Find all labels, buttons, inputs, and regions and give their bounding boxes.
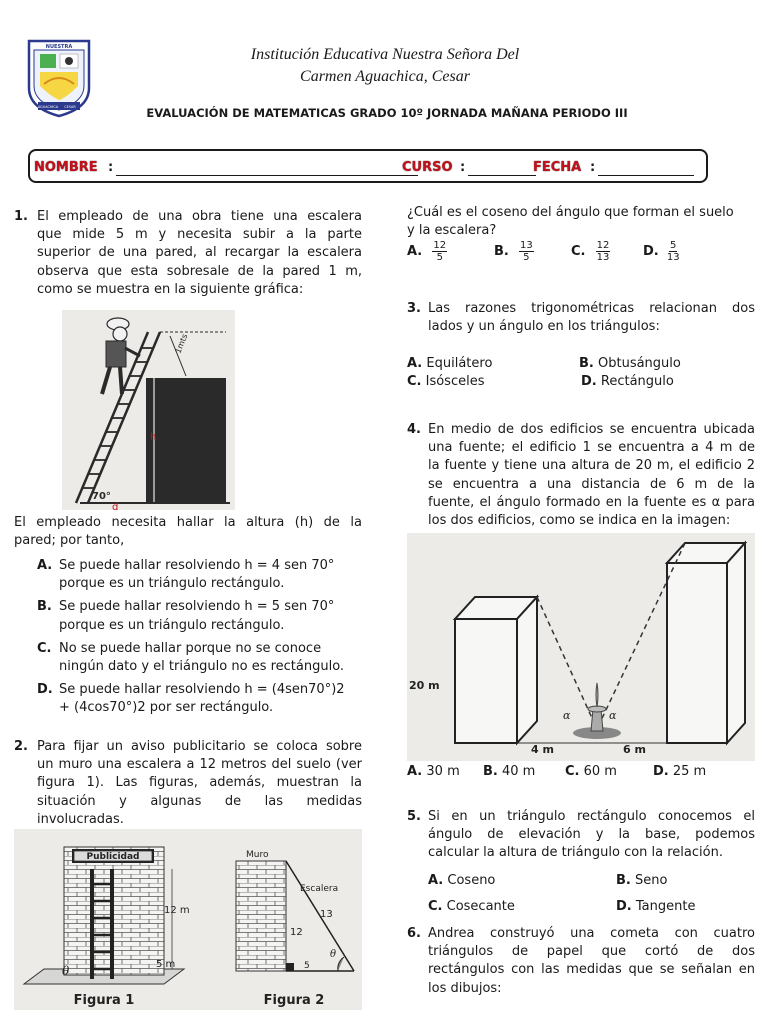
q1-line: El empleado de una obra tiene una escalera xyxy=(37,209,362,224)
question-number: 2. xyxy=(14,739,28,754)
fecha-label: FECHA xyxy=(533,160,582,175)
q1-stem: El empleado necesita hallar la altura (h) de la pared; por tanto, xyxy=(14,515,362,549)
q3-option-c[interactable]: C. Isósceles xyxy=(407,374,485,389)
svg-text:θ: θ xyxy=(330,949,337,960)
q3-options xyxy=(407,356,755,394)
svg-text:α: α xyxy=(563,709,571,722)
q4-option-c[interactable]: C. 60 m xyxy=(565,764,617,779)
svg-text:d: d xyxy=(112,502,119,510)
nombre-field[interactable] xyxy=(116,175,418,176)
svg-text:70°: 70° xyxy=(92,491,111,502)
q1-line: que mide 5 m y necesita subir a la parte xyxy=(37,227,362,243)
q2-option-b[interactable]: B. $\frac{13}{5}$ xyxy=(494,240,533,263)
q2-options xyxy=(407,240,755,272)
question-number: 4. xyxy=(407,422,421,437)
school-crest-icon xyxy=(26,38,92,118)
svg-text:12: 12 xyxy=(290,927,303,938)
svg-text:5: 5 xyxy=(304,961,310,971)
svg-text:NUESTRA: NUESTRA xyxy=(45,44,73,50)
q5-option-c[interactable]: C. Cosecante xyxy=(428,899,515,914)
question-2: 2. Para fijar un aviso publicitario se coloca sobre un muro una escalera a 12 metros del suelo (ver figura 1). Las figuras, además, muestran la situación y algunas de las medidas involucradas. xyxy=(14,739,362,827)
question-number: 3. xyxy=(407,301,421,316)
q3-option-d[interactable]: D. Rectángulo xyxy=(581,374,674,389)
buildings-fountain-figure xyxy=(407,533,755,761)
q5-options xyxy=(428,873,755,919)
svg-text:4 m: 4 m xyxy=(531,743,554,756)
svg-text:AGUACHICA: AGUACHICA xyxy=(37,105,59,109)
question-3: 3. Las razones trigonométricas relacionan dos lados y un ángulo en los triángulos: xyxy=(407,301,755,335)
school-name-line1: Institución Educativa Nuestra Señora Del xyxy=(250,46,520,63)
building-1 xyxy=(455,597,537,743)
svg-text:13: 13 xyxy=(320,909,333,920)
school-name-line2: Carmen Aguachica, Cesar xyxy=(300,68,470,85)
exam-title: EVALUACIÓN DE MATEMATICAS GRADO 10º JORNADA MAÑANA PERIODO III xyxy=(146,106,628,120)
worker-icon xyxy=(102,318,140,394)
question-5: 5. Si en un triángulo rectángulo conocemos el ángulo de elevación y la base, podemos calcular la altura de triángulo con la relación. xyxy=(407,809,755,861)
student-info-box: NOMBRE : CURSO : FECHA : xyxy=(28,149,708,183)
q1-option-b[interactable]: B. Se puede hallar resolviendo h = 5 sen 70° porque es un triángulo rectángulo. xyxy=(37,599,335,633)
building-2 xyxy=(667,543,745,743)
q1-line: como se muestra en la siguiente gráfica: xyxy=(37,281,304,297)
question-number: 5. xyxy=(407,809,421,824)
q2-option-a[interactable]: A. $\frac{12}{5}$ xyxy=(407,240,447,263)
q5-option-d[interactable]: D. Tangente xyxy=(616,899,696,914)
q4-option-a[interactable]: A. 30 m xyxy=(407,764,460,779)
q2-option-c[interactable]: C. $\frac{12}{13}$ xyxy=(571,240,610,263)
q2-continuation: ¿Cuál es el coseno del ángulo que forman el suelo y la escalera? xyxy=(407,205,734,239)
school-logo xyxy=(26,38,92,118)
q3-option-a[interactable]: A. Equilátero xyxy=(407,356,493,371)
svg-text:CESAR: CESAR xyxy=(64,105,76,109)
q4-options xyxy=(407,764,755,782)
q1-options xyxy=(37,557,363,718)
q2-option-d[interactable]: D. $\frac{5}{13}$ xyxy=(643,240,680,263)
svg-text:6 m: 6 m xyxy=(623,743,646,756)
q1-line: observa que esta sobresale de la pared 1 m, xyxy=(37,263,362,279)
q5-option-a[interactable]: A. Coseno xyxy=(428,873,496,888)
curso-field[interactable] xyxy=(468,175,536,176)
svg-text:5 m: 5 m xyxy=(156,959,176,970)
q4-option-b[interactable]: B. 40 m xyxy=(483,764,536,779)
q3-option-b[interactable]: B. Obtusángulo xyxy=(579,356,681,371)
svg-text:12 m: 12 m xyxy=(164,905,190,916)
q1-line: superior de una pared, al recargar la escalera xyxy=(37,245,362,261)
billboard-ladder-figure xyxy=(14,829,362,1010)
ladder-wall-figure xyxy=(62,310,235,510)
q1-option-d[interactable]: D. Se puede hallar resolviendo h = (4sen70°)2 + (4cos70°)2 por ser rectángulo. xyxy=(37,682,345,716)
q1-option-a[interactable]: A. Se puede hallar resolviendo h = 4 sen 70° porque es un triángulo rectángulo. xyxy=(37,558,335,592)
question-number: 6. xyxy=(407,926,421,941)
svg-text:α: α xyxy=(609,709,617,722)
figure-1 xyxy=(24,847,190,1008)
question-1 xyxy=(14,208,362,299)
question-number: 1. xyxy=(14,209,28,224)
fecha-field[interactable] xyxy=(598,175,694,176)
svg-text:Muro: Muro xyxy=(246,850,269,860)
svg-text:h: h xyxy=(150,432,157,443)
question-6: 6. Andrea construyó una cometa con cuatro triángulos de papel que cortó de dos rectángulos con las medidas que se señalan en los dibujos: xyxy=(407,926,755,996)
question-4: 4. En medio de dos edificios se encuentra ubicada una fuente; el edificio 1 se encuentra a 4 m de la fuente y tiene una altura de 20 m, el edificio 2 se encuentra a una distancia de 6 m de la fuente, el ángulo formado en la fuente es α para los dos edificios, como se indica en la imagen: xyxy=(407,422,755,529)
svg-text:1mts: 1mts xyxy=(173,332,190,355)
q4-option-d[interactable]: D. 25 m xyxy=(653,764,707,779)
svg-text:Figura 2: Figura 2 xyxy=(263,993,325,1008)
nombre-label: NOMBRE xyxy=(34,160,98,175)
q1-option-c[interactable]: C. No se puede hallar porque no se conoce ningún dato y el triángulo no es rectángulo. xyxy=(37,640,345,675)
svg-text:θ: θ xyxy=(62,964,70,978)
q5-option-b[interactable]: B. Seno xyxy=(616,873,668,888)
svg-text:20 m: 20 m xyxy=(409,679,440,692)
svg-text:Figura 1: Figura 1 xyxy=(73,993,135,1008)
figure-2 xyxy=(236,850,354,1008)
curso-label: CURSO xyxy=(402,160,453,175)
svg-text:Publicidad: Publicidad xyxy=(86,852,140,862)
svg-text:Escalera: Escalera xyxy=(300,884,339,894)
